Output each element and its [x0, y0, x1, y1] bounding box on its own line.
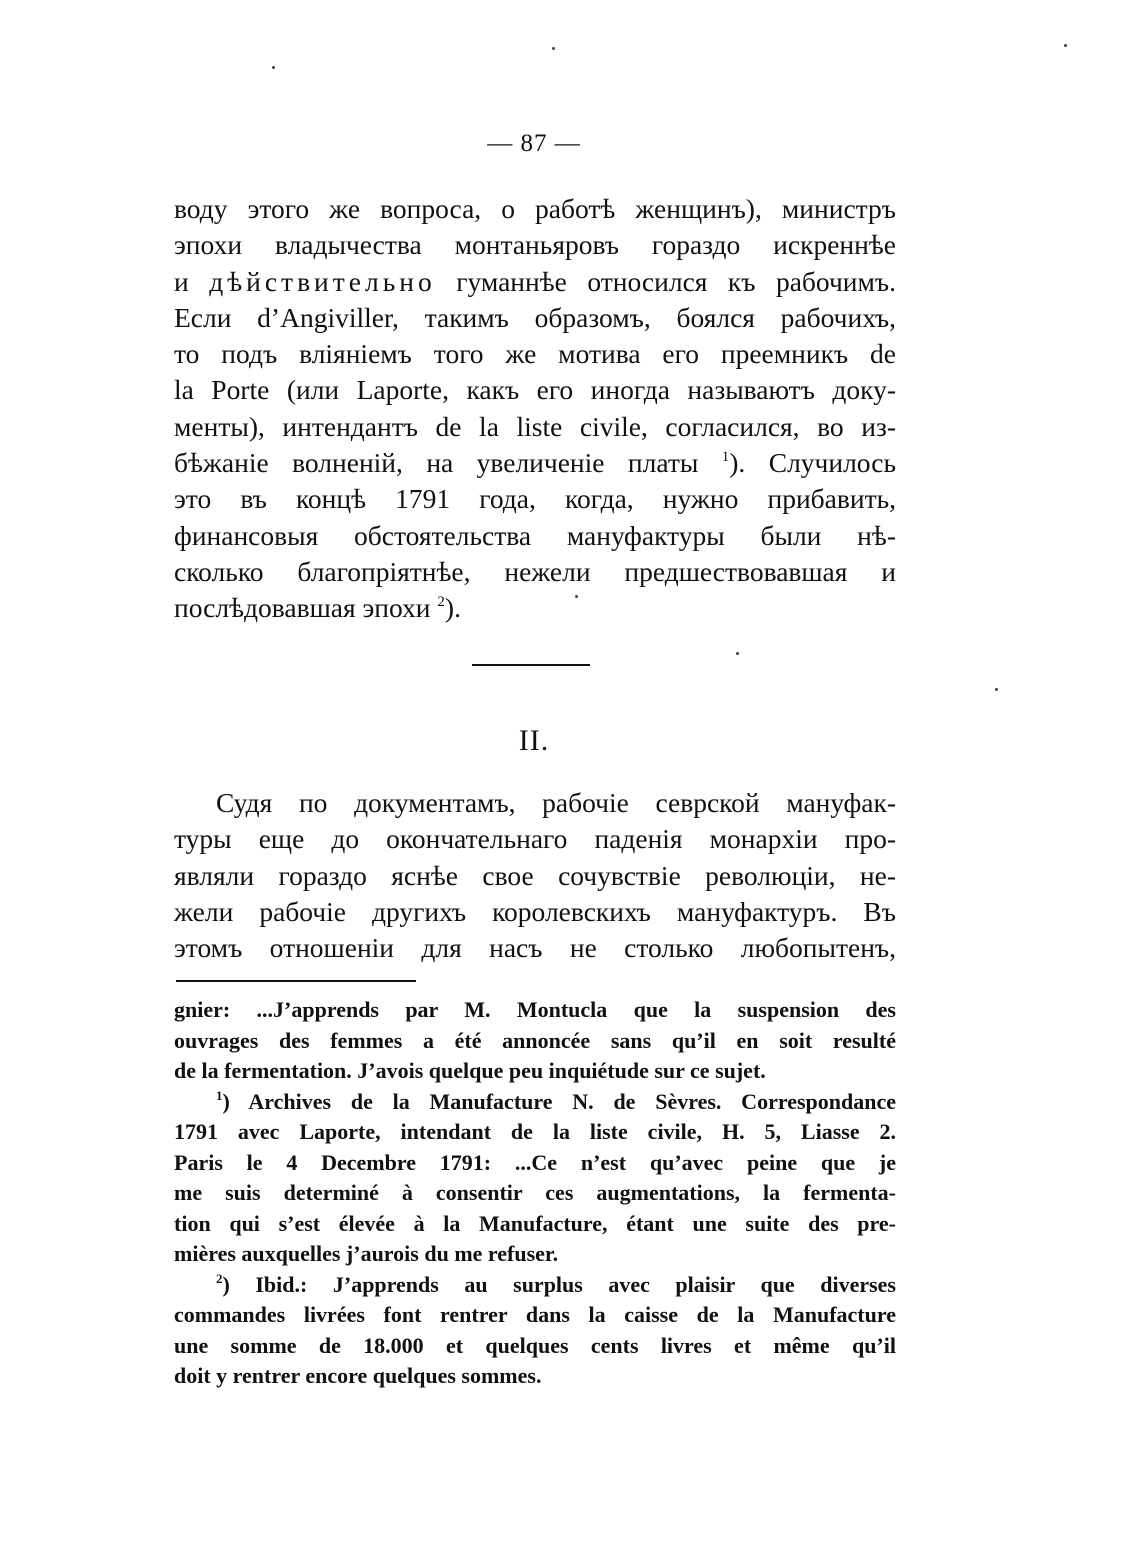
scan-speck [1064, 44, 1067, 47]
text-line: воду этого же вопроса, о работѣ женщинъ), министръ [174, 193, 896, 224]
footnote-ref-2[interactable]: 2 [437, 594, 445, 611]
footnote-line: me suis determiné à consentir ces augmentations, la fermenta- [174, 1180, 896, 1205]
text-fragment: ). [444, 592, 461, 624]
text-line: то подъ вліяніемъ того же мотива его преемникъ de [174, 338, 896, 370]
scan-speck [272, 66, 275, 69]
paragraph-continuation [174, 191, 896, 627]
footnote-line: 1791 avec Laporte, intendant de la liste civile, H. 5, Liasse 2. [174, 1119, 896, 1144]
text-fragment: ) Ibid.: J’apprends au surplus avec plaisir que diverses [222, 1271, 896, 1297]
text-line: эпохи владычества монтаньяровъ гораздо искреннѣе [174, 229, 896, 261]
text-fragment: гуманнѣе относился къ рабочимъ. [435, 265, 896, 297]
text-line: жели рабочіе другихъ королевскихъ мануфактуръ. Въ [174, 895, 896, 927]
footnote-line: Paris le 4 Decembre 1791: ...Ce n’est qu’avec peine que je [174, 1149, 896, 1175]
text-line [174, 264, 896, 300]
footnote-line: mières auxquelles j’aurois du me refuser. [174, 1241, 559, 1266]
text-fragment: ). Случилось [729, 447, 896, 479]
text-fragment: бѣжаніе волненій, на увеличеніе платы [174, 447, 722, 479]
text-line: Судя по документамъ, рабочіе севрской мануфак- [216, 787, 896, 818]
footnote-line: tion qui s’est élevée à la Manufacture, étant une suite des pre- [174, 1210, 896, 1236]
text-line: менты), интендантъ de la liste civile, согласился, во из- [174, 410, 896, 442]
footnote-line: commandes livrées font rentrer dans la caisse de la Manufacture [174, 1302, 896, 1327]
section-divider [472, 664, 590, 666]
scan-speck [575, 595, 578, 598]
text-line [174, 445, 896, 481]
text-line: Если d’Angiviller, такимъ образомъ, боялся рабочихъ, [174, 301, 896, 333]
text-line: это въ концѣ 1791 года, когда, нужно прибавить, [174, 483, 896, 515]
emphasized-word: дѣйствительно [209, 265, 436, 297]
scan-speck [552, 47, 555, 50]
page-number: — 87 — [487, 130, 581, 157]
text-line [174, 590, 896, 626]
section-heading: II. [518, 724, 550, 757]
scan-speck [995, 688, 998, 691]
footnote-1-marker: 1 [216, 1087, 223, 1103]
text-line: этомъ отношеніи для насъ не столько любопытенъ, [174, 932, 896, 964]
footnote-ref-1[interactable]: 1 [721, 449, 730, 466]
footnote-1-line [174, 1087, 896, 1118]
footnote-line: ouvrages des femmes a été annoncée sans qu’il en soit resulté [174, 1027, 896, 1053]
footnote-2-marker: 2 [216, 1270, 223, 1286]
text-line: сколько благопріятнѣе, нежели предшествовавшая и [174, 555, 896, 587]
text-line: la Porte (или Laporte, какъ его иногда называютъ доку- [174, 374, 896, 406]
text-fragment: послѣдовавшая эпохи [174, 592, 438, 624]
text-fragment: ) Archives de la Manufacture N. de Sèvres. Correspondance [222, 1088, 896, 1114]
footnote-line: de la fermentation. J’avois quelque peu inquiétude sur ce sujet. [174, 1058, 766, 1083]
footnote-line: doit y rentrer encore quelques sommes. [174, 1363, 542, 1388]
footnote-line: gnier: ...J’apprends par M. Montucla que la suspension des [174, 997, 896, 1022]
footnote-2-line [174, 1270, 896, 1301]
scan-speck [736, 652, 739, 655]
footnote-line: une somme de 18.000 et quelques cents livres et même qu’il [174, 1332, 896, 1358]
text-line: финансовыя обстоятельства мануфактуры были нѣ- [174, 519, 896, 551]
text-fragment: и [174, 265, 210, 297]
footnote-separator [176, 980, 416, 982]
section-paragraph [174, 785, 896, 966]
text-line: являли гораздо яснѣе свое сочувствіе революціи, не- [174, 859, 896, 891]
text-line: туры еще до окончательнаго паденія монархіи про- [174, 823, 896, 855]
footnotes [174, 995, 896, 1392]
